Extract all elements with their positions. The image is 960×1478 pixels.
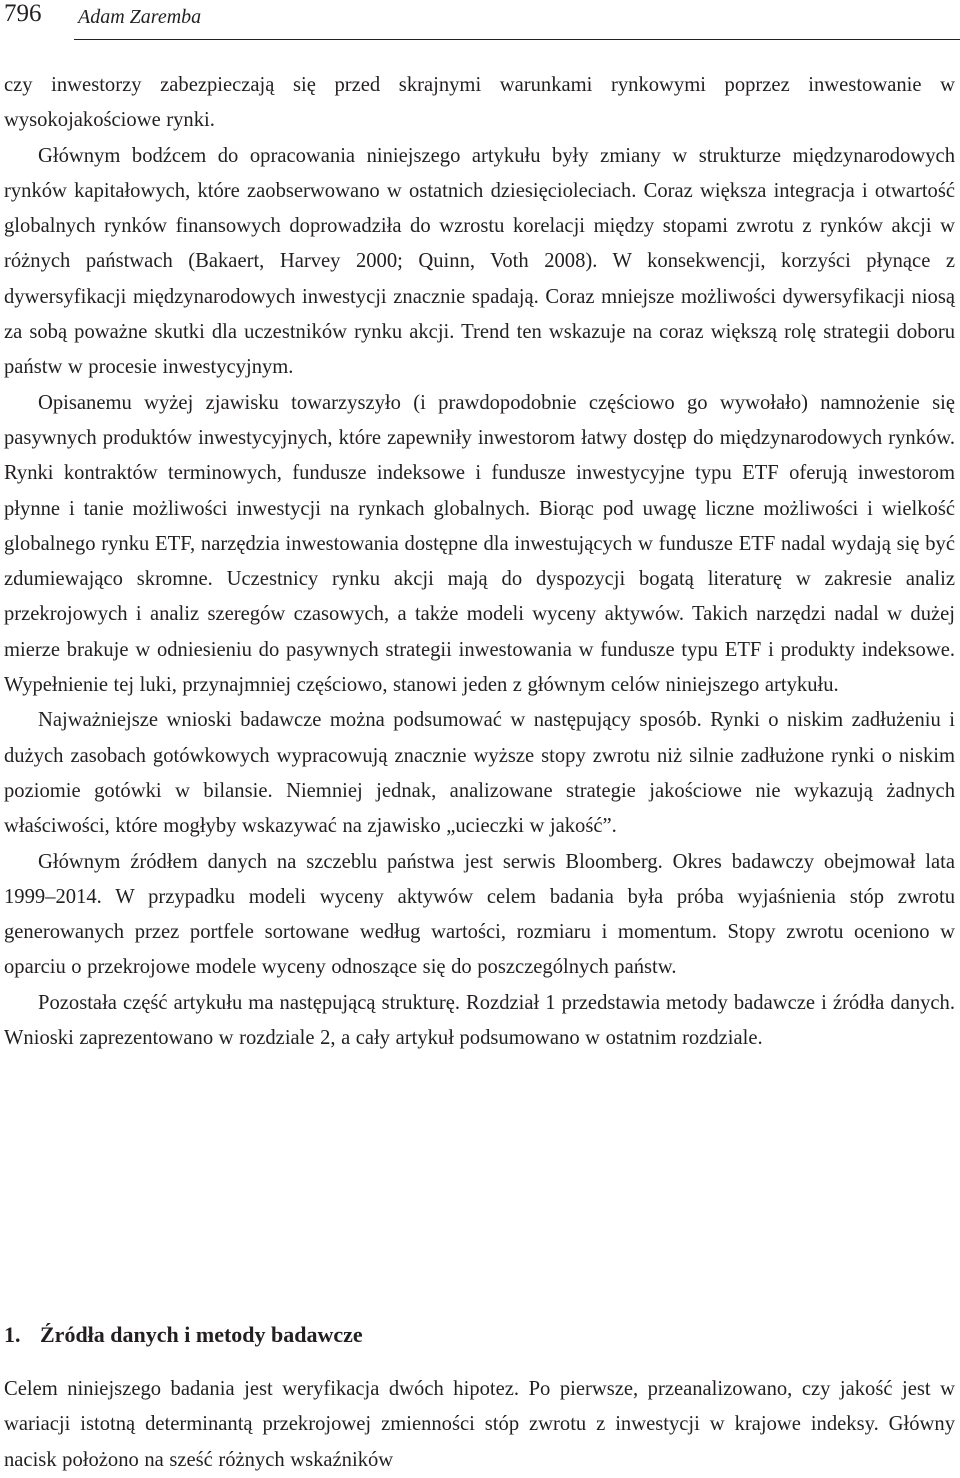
paragraph-passive-products: Opisanemu wyżej zjawisku towarzyszyło (i prawdopodobnie częściowo go wywołało) namnożenie się pasywnych produktów inwestycyjnych, które zapewniły inwestorom łatwy dostęp do międzynarodowych rynków. Rynki kontraktów terminowych, fundusze indeksowe i fundusze inwestycyjne typu ETF oferują inwestorom płynne i tanie możliwości inwestycji na rynkach globalnych. Biorąc pod uwagę liczne możliwości i wielkość globalnego rynku ETF, narzędzia inwestowania dostępne dla inwestujących w fundusze ETF nadal wydają się być zdumiewająco skromne. Uczestnicy rynku akcji mają do dyspozycji bogatą literaturę w zakresie analiz przekrojowych i analiz szeregów czasowych, a także modeli wyceny aktywów. Takich narzędzi nadal w dużej mierze brakuje w odniesieniu do pasywnych strategii inwestowania w fundusze typu ETF i produkty indeksowe. Wypełnienie tej luki, przynajmniej częściowo, stanowi jeden z głównym celów niniejszego artykułu. [4,391,955,697]
paragraph-findings: Najważniejsze wnioski badawcze można podsumować w następujący sposób. Rynki o niskim zadłużeniu i dużych zasobach gotówkowych wypracowują znacznie wyższe stopy zwrotu niż silnie zadłużone rynki o niskim poziomie gotówki w bilansie. Niemniej jednak, analizowane strategie jakościowe nie wykazują żadnych właściwości, które mogłyby wskazywać na zjawisko „ucieczki w jakość”. [4,709,955,838]
page-header [0,0,960,40]
body-text [4,68,955,1056]
running-head-author: Adam Zaremba [78,6,202,28]
section-number: 1. [4,1322,21,1347]
header-rule [74,39,960,40]
paragraph-motivation: Głównym bodźcem do opracowania niniejszego artykułu były zmiany w strukturze międzynarodowych rynków kapitałowych, które zaobserwowano w ostatnich dziesięcioleciach. Coraz większa integracja i otwartość globalnych rynków finansowych doprowadziła do wzrostu korelacji między stopami zwrotu z rynków akcji w różnych państwach (Bakaert, Harvey 2000; Quinn, Voth 2008). W konsekwencji, korzyści płynące z dywersyfikacji międzynarodowych inwestycji znacznie spadają. Coraz mniejsze możliwości dywersyfikacji niosą za sobą poważne skutki dla uczestników rynku akcji. Trend ten wskazuje na coraz większą rolę strategii doboru państw w procesie inwestycyjnym. [4,144,955,379]
section-title: Źródła danych i metody badawcze [40,1322,363,1347]
page-number: 796 [4,0,42,27]
paragraph-hypotheses: Celem niniejszego badania jest weryfikacja dwóch hipotez. Po pierwsze, przeanalizowano, czy jakość jest w wariacji istotną determinantą przekrojowej zmienności stóp zwrotu z inwestycji w krajowe indeksy. Główny nacisk położono na sześć różnych wskaźników [4,1378,955,1471]
paragraph-continued: czy inwestorzy zabezpieczają się przed skrajnymi warunkami rynkowymi poprzez inwestowanie w wysokojakościowe rynki. [4,74,955,132]
section-heading [4,1320,363,1350]
paragraph-data-sources: Głównym źródłem danych na szczeblu państwa jest serwis Bloomberg. Okres badawczy obejmował lata 1999–2014. W przypadku modeli wyceny aktywów celem badania była próba wyjaśnienia stóp zwrotu generowanych przez portfele sortowane według wartości, rozmiaru i momentum. Stopy zwrotu oceniono w oparciu o przekrojowe modele wyceny odnoszące się do poszczególnych państw. [4,850,955,979]
section-body [4,1372,955,1478]
paragraph-structure: Pozostała część artykułu ma następującą strukturę. Rozdział 1 przedstawia metody badawcze i źródła danych. Wnioski zaprezentowano w rozdziale 2, a cały artykuł podsumowano w ostatnim rozdziale. [4,991,955,1050]
